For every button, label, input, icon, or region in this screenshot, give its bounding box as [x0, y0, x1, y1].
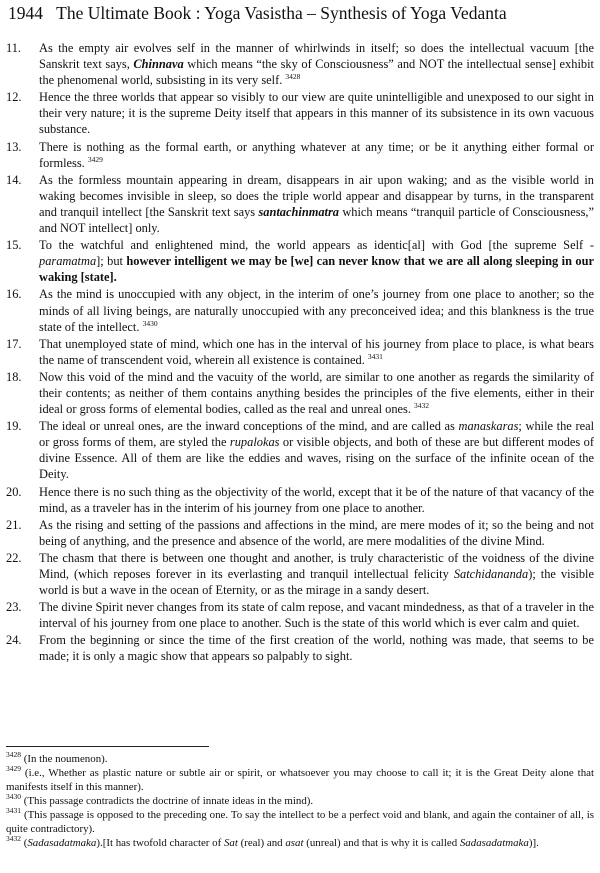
bold-text: however intelligent we may be [we] can never know that we are all along sleeping in our waking [state].	[39, 254, 594, 285]
verse-number: 23.	[6, 600, 22, 615]
text-run: Hence there is no such thing as the objectivity of the world, except that it be of the nature of that vacancy of the mind, as a traveler has in the interim of his journey from one place to another.	[39, 484, 594, 515]
footnote-ref: 3428	[6, 750, 21, 759]
verse-number: 14.	[6, 172, 22, 187]
italic-term: paramatma	[39, 254, 97, 269]
verse	[6, 336, 594, 368]
text-run: which means “tranquil particle of Consciousness,” and NOT intellect] only.	[39, 204, 594, 236]
italic-term: Satchidananda	[453, 567, 529, 581]
text-run: That unemployed state of mind, which one has in the interval of his journey from place to place, is what bears the name of transcendent void, wherein all existence is contained.	[39, 336, 594, 367]
bold-italic-term: Chinnava	[133, 57, 184, 72]
footnote-divider	[6, 746, 209, 747]
text-run: (i.e., Whether as plastic nature or subtle air or spirit, or whatsoever you may choose to call it; it is the Great Deity alone that manifests itself in this manner).	[6, 767, 594, 793]
verse-text	[39, 40, 594, 88]
text-run: (	[21, 837, 28, 849]
text-run: (unreal) and that is why it is called	[303, 837, 460, 849]
verse-number: 12.	[6, 90, 22, 105]
verse-number: 19.	[6, 419, 22, 434]
verse-text	[39, 369, 594, 417]
verse-text	[39, 336, 594, 368]
verse	[6, 237, 594, 285]
verse-text	[39, 286, 594, 334]
text-run: As the empty air evolves self in the manner of whirlwinds in itself; so does the intellectual vacuum [the Sanskrit text says,	[39, 41, 594, 72]
verse-text	[39, 550, 594, 598]
verse	[6, 418, 594, 482]
footnote-ref: 3432	[414, 401, 430, 411]
verse-number: 11.	[6, 41, 22, 55]
text-run: From the beginning or since the time of the first creation of the world, nothing was made, that seems to be made; it is only a magic show that appears so palpably to sight.	[39, 633, 594, 664]
verse-text	[39, 599, 594, 631]
text-run: (This passage is opposed to the preceding one. To say the intellect to be a perfect void and blank, and again the container of all, is quite contradictory).	[6, 809, 594, 835]
verse-number: 22.	[6, 550, 22, 565]
text-run: Hence the three worlds that appear so visibly to our view are quite unintelligible and unexposed to our sight in their very nature; it is the supreme Deity itself that appears in this manner of its subsistence in its own vacuous substance.	[39, 90, 594, 137]
footnote-ref: 3430	[6, 792, 21, 801]
verse	[6, 517, 594, 549]
verse	[6, 89, 594, 137]
text-run: The chasm that there is between one thought and another, is truly characteristic of the voidness of the divine Mind, (which reposes forever in its everlasting and tranquil intellectual felicity	[39, 550, 594, 581]
footnote-ref: 3429	[87, 154, 103, 164]
verse-text	[39, 632, 594, 664]
footnote-list	[6, 752, 594, 850]
text-run: ]; but	[96, 254, 127, 269]
text-run: (This passage contradicts the doctrine of innate ideas in the mind).	[21, 795, 314, 807]
verse-text	[39, 89, 594, 137]
verse-number: 16.	[6, 287, 22, 302]
footnote-ref: 3428	[285, 72, 301, 82]
verse-number: 21.	[6, 517, 22, 532]
text-run: (real) and	[237, 837, 286, 849]
book-title: The Ultimate Book : Yoga Vasistha – Synthesis of Yoga Vedanta	[56, 3, 507, 23]
italic-term: Sadasadatmaka	[459, 837, 529, 849]
verse	[6, 369, 594, 417]
verse	[6, 484, 594, 516]
footnote-ref: 3429	[6, 764, 21, 773]
text-run: ); the visible world is but a wave in the ocean of Eternity, or as the mirage in a sandy desert.	[39, 567, 594, 598]
verse	[6, 632, 594, 664]
italic-term: rupalokas	[229, 435, 280, 450]
footnote-ref: 3432	[6, 834, 21, 843]
footnote	[6, 766, 594, 794]
text-run: There is nothing as the formal earth, or anything whatever at any time; or be it anything either formal or formless.	[39, 139, 594, 170]
italic-term: Sadasadatmaka	[27, 837, 97, 849]
text-run: )].	[528, 837, 539, 849]
page-number: 1944	[8, 3, 43, 23]
verse-number: 20.	[6, 484, 22, 499]
verse	[6, 286, 594, 334]
verse-text	[39, 172, 594, 236]
footnote	[6, 808, 594, 836]
verse-number: 15.	[6, 238, 22, 253]
text-run: As the rising and setting of the passions and affections in the mind, are mere modes of it; so the being and not being of anything, and the presence and absence of the world, are mere modalities of the divine Mind.	[39, 517, 594, 548]
verse-list	[6, 40, 594, 666]
verse-number: 24.	[6, 633, 22, 648]
verse-number: 18.	[6, 369, 22, 384]
text-run: To the watchful and enlightened mind, the world appears as identic[al] with God [the supreme Self -	[39, 238, 594, 253]
italic-term: asat	[285, 837, 304, 849]
verse-text	[39, 139, 594, 171]
verse	[6, 172, 594, 236]
verse-text	[39, 517, 594, 549]
page-header	[8, 2, 593, 24]
text-run: ; while the real or gross forms of them, are styled the	[39, 419, 595, 450]
text-run: The divine Spirit never changes from its state of calm repose, and vacant mindedness, as that of a traveler in the interval of his journey from one place to another. Such is the state of this world which is ever calm and quiet.	[39, 600, 594, 631]
footnote-ref: 3431	[367, 351, 383, 361]
footnote-ref: 3430	[142, 318, 158, 328]
text-run: or visible objects, and both of these are but different modes of divine Essence. All of them are like the eddies and waves, rising on the surface of the infinite ocean of the Deity.	[39, 435, 594, 482]
verse-number: 13.	[6, 139, 22, 154]
footnote	[6, 752, 594, 766]
verse	[6, 40, 594, 88]
verse-number: 17.	[6, 336, 22, 351]
text-run: which means “the sky of Consciousness” and NOT the intellectual sense] exhibit the phenomenal world, subsisting in its very self.	[39, 57, 594, 88]
verse	[6, 139, 594, 171]
verse-text	[39, 418, 594, 482]
verse	[6, 550, 594, 598]
footnote	[6, 794, 594, 808]
text-run: (In the noumenon).	[21, 753, 108, 765]
bold-italic-term: santachinmatra	[258, 204, 340, 219]
text-run: As the formless mountain appearing in dream, disappears in air upon waking; and as the visible world in waking becomes invisible in sleep, so does the triple world appear and disappear by turns, in the transparent and tranquil intellect [the Sanskrit text says	[39, 172, 594, 219]
verse-text	[39, 237, 594, 285]
text-run: ).[It has twofold character of	[96, 837, 224, 849]
text-run: The ideal or unreal ones, are the inward conceptions of the mind, and are called as	[39, 419, 459, 434]
italic-term: manaskaras	[458, 419, 519, 434]
italic-term: Sat	[223, 837, 238, 849]
footnote	[6, 836, 594, 850]
verse-text	[39, 484, 594, 516]
text-run: As the mind is unoccupied with any object, in the interim of one’s journey from one place to another; so the minds of all living beings, are naturally unoccupied with any preconceived idea; and this blankness is the true state of the intellect.	[39, 287, 594, 334]
verse	[6, 599, 594, 631]
footnote-ref: 3431	[6, 806, 21, 815]
text-run: Now this void of the mind and the vacuity of the world, are similar to one another as regards the similarity of their contents; as neither of them contains anything besides the principles of the five elements, either in their ideal or gross forms of elemental bodies, called as the real and unreal ones.	[39, 369, 594, 417]
